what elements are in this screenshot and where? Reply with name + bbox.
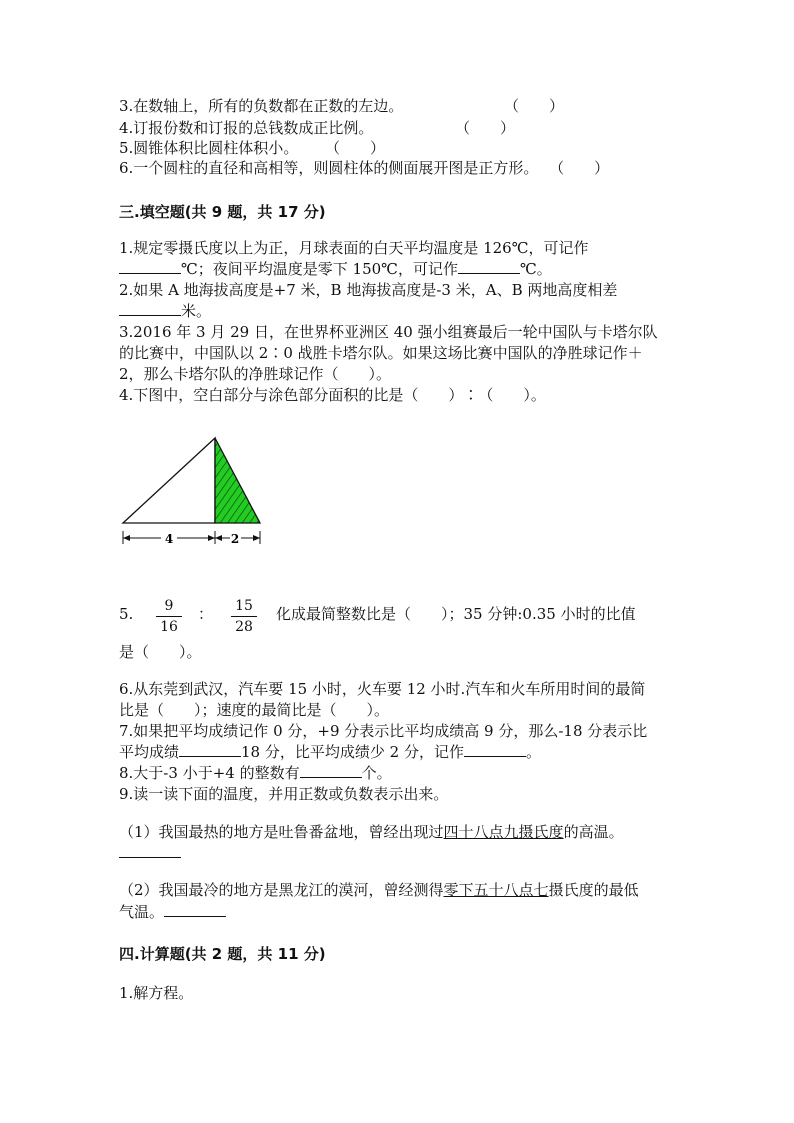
q5-frac1-numerator: 9 — [156, 597, 182, 617]
q2-line1: 2.如果 A 地海拔高度是+7 米，B 地海拔高度是-3 米，A、B 两地高度相差 — [119, 281, 618, 299]
q9-2-line2 — [119, 902, 226, 922]
tf-item-5-bracket[interactable]: （ ） — [325, 139, 386, 157]
tf-item-6-bracket[interactable]: （ ） — [549, 159, 610, 177]
q1-blank-2[interactable] — [458, 259, 520, 274]
calc-1: 1.解方程。 — [119, 984, 194, 1002]
q9-2-line2-text: 气温。 — [119, 903, 165, 921]
q9-1 — [119, 822, 624, 842]
q3-line3: 2，那么卡塔尔队的净胜球记作（ ）。 — [119, 365, 392, 383]
dim-arrow-left — [123, 535, 130, 541]
q5-rest: 化成最简整数比是（ ）；35 分钟:0.35 小时的比值 — [276, 605, 636, 623]
q9-2-blank[interactable] — [164, 902, 226, 917]
blank-triangle — [123, 438, 215, 523]
q2-line2 — [119, 301, 211, 321]
tf-item-4 — [119, 118, 516, 138]
q7-line2c: 。 — [525, 743, 541, 761]
q5-frac2-numerator: 15 — [231, 597, 257, 617]
q2-unit: 米。 — [181, 302, 212, 320]
tf-item-6-text: 6.一个圆柱的直径和高相等，则圆柱体的侧面展开图是正方形。 — [119, 159, 539, 177]
q8-blank[interactable] — [300, 763, 362, 778]
q9-1-suffix: 的高温。 — [563, 823, 624, 841]
q5-frac1-denominator: 16 — [160, 619, 178, 635]
q9: 9.读一读下面的温度，并用正数或负数表示出来。 — [119, 785, 449, 803]
section-3-title: 三.填空题(共 9 题，共 17 分) — [119, 203, 326, 221]
q9-2-suffix: 摄氏度的最低 — [548, 881, 639, 899]
q1-line2 — [119, 259, 552, 279]
q7-line1: 7.如果把平均成绩记作 0 分，+9 分表示比平均成绩高 9 分，那么-18 分表示比 — [119, 722, 648, 740]
q9-1-blank[interactable] — [119, 843, 181, 858]
q1-blank-1[interactable] — [119, 259, 181, 274]
tf-item-5 — [119, 138, 386, 158]
figure-label-left: 4 — [164, 532, 174, 546]
q9-1-answer — [119, 843, 181, 863]
q5-fraction-2 — [231, 597, 257, 636]
q9-2-underlined: 零下五十八点七 — [443, 881, 549, 899]
tf-item-5-text: 5.圆锥体积比圆柱体积小。 — [119, 139, 299, 157]
tf-item-3-text: 3.在数轴上，所有的负数都在正数的左边。 — [119, 97, 404, 115]
q2-blank[interactable] — [119, 301, 181, 316]
shaded-triangle — [215, 438, 260, 523]
q1-unit2: ℃。 — [519, 260, 552, 278]
q9-2-prefix: （2）我国最冷的地方是黑龙江的漠河，曾经测得 — [119, 881, 444, 899]
q6-line1: 6.从东莞到武汉，汽车要 15 小时，火车要 12 小时.汽车和火车所用时间的最简 — [119, 680, 646, 698]
tf-item-6 — [119, 158, 609, 178]
tf-item-4-bracket[interactable]: （ ） — [455, 119, 516, 137]
q8 — [119, 763, 392, 783]
q3-line2: 的比赛中，中国队以 2∶0 战胜卡塔尔队。如果这场比赛中国队的净胜球记作＋ — [119, 344, 643, 362]
q7-line2 — [119, 742, 541, 762]
q5-colon: ： — [198, 605, 214, 623]
q9-1-prefix: （1）我国最热的地方是吐鲁番盆地，曾经出现过 — [119, 823, 444, 841]
tf-item-3 — [119, 96, 565, 116]
q5-line2: 是（ ）。 — [119, 643, 202, 661]
tf-item-4-text: 4.订报份数和订报的总钱数成正比例。 — [119, 119, 374, 137]
tf-item-3-bracket[interactable]: （ ） — [504, 97, 565, 115]
dim-arrow-right — [253, 535, 260, 541]
q3-line1: 3.2016 年 3 月 29 日，在世界杯亚洲区 40 强小组赛最后一轮中国队与卡塔尔队 — [119, 323, 658, 341]
q7-blank-1[interactable] — [179, 742, 241, 757]
q5-fraction-1 — [156, 597, 182, 636]
q8-text-a: 8.大于-3 小于+4 的整数有 — [119, 764, 300, 782]
q4-line1: 4.下图中，空白部分与涂色部分面积的比是（ ）∶（ ）。 — [119, 386, 546, 404]
dim-arrow-mid-l — [208, 535, 215, 541]
figure-label-right: 2 — [230, 532, 240, 546]
q6-line2: 比是（ ）；速度的最简比是（ ）。 — [119, 701, 390, 719]
section-4-title: 四.计算题(共 2 题，共 11 分) — [119, 945, 326, 963]
q1-line1: 1.规定零摄氏度以上为正，月球表面的白天平均温度是 126℃，可记作 — [119, 239, 589, 257]
q7-line2b: 18 分，比平均成绩少 2 分，记作 — [241, 743, 464, 761]
q8-text-b: 个。 — [361, 764, 392, 782]
q5-frac2-denominator: 28 — [235, 619, 253, 635]
dim-arrow-mid-r — [215, 535, 222, 541]
triangle-figure — [115, 432, 275, 552]
q7-line2a: 平均成绩 — [119, 743, 180, 761]
q7-blank-2[interactable] — [464, 742, 526, 757]
q9-1-underlined: 四十八点九摄氏度 — [443, 823, 564, 841]
q9-2 — [119, 880, 639, 900]
q1-unit1: ℃；夜间平均温度是零下 150℃，可记作 — [181, 260, 458, 278]
q5-number: 5. — [119, 605, 134, 623]
